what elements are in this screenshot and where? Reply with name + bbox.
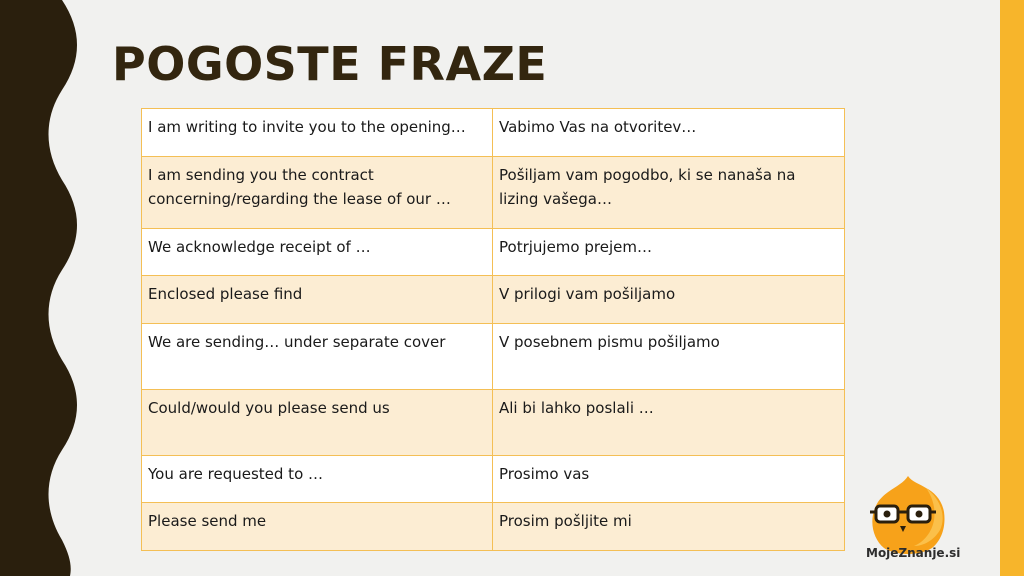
table-row	[142, 157, 845, 229]
english-phrase: We acknowledge receipt of …	[142, 229, 493, 276]
slovene-phrase: Prosim pošljite mi	[493, 503, 845, 551]
table-row	[142, 503, 845, 551]
english-phrase: Could/would you please send us	[142, 390, 493, 456]
accent-bar	[1000, 0, 1024, 576]
slovene-phrase: Pošiljam vam pogodbo, ki se nanaša na lizing vašega…	[493, 157, 845, 229]
english-phrase: I am writing to invite you to the opening…	[142, 109, 493, 157]
english-phrase: Please send me	[142, 503, 493, 551]
page-title: POGOSTE FRAZE	[112, 37, 548, 91]
english-phrase: Enclosed please find	[142, 276, 493, 324]
table-row	[142, 109, 845, 157]
table-row	[142, 324, 845, 390]
table-row	[142, 229, 845, 276]
slovene-phrase: V posebnem pismu pošiljamo	[493, 324, 845, 390]
table-row	[142, 390, 845, 456]
slovene-phrase: Vabimo Vas na otvoritev…	[493, 109, 845, 157]
wavy-side-decoration	[0, 0, 80, 576]
slovene-phrase: Ali bi lahko poslali …	[493, 390, 845, 456]
logo-text: MojeZnanje.si	[866, 546, 961, 560]
phrase-table	[141, 108, 845, 551]
slovene-phrase: Prosimo vas	[493, 456, 845, 503]
slovene-phrase: Potrjujemo prejem…	[493, 229, 845, 276]
slovene-phrase: V prilogi vam pošiljamo	[493, 276, 845, 324]
english-phrase: I am sending you the contract concerning/regarding the lease of our …	[142, 157, 493, 229]
english-phrase: We are sending… under separate cover	[142, 324, 493, 390]
english-phrase: You are requested to …	[142, 456, 493, 503]
table-row	[142, 276, 845, 324]
table-row	[142, 456, 845, 503]
